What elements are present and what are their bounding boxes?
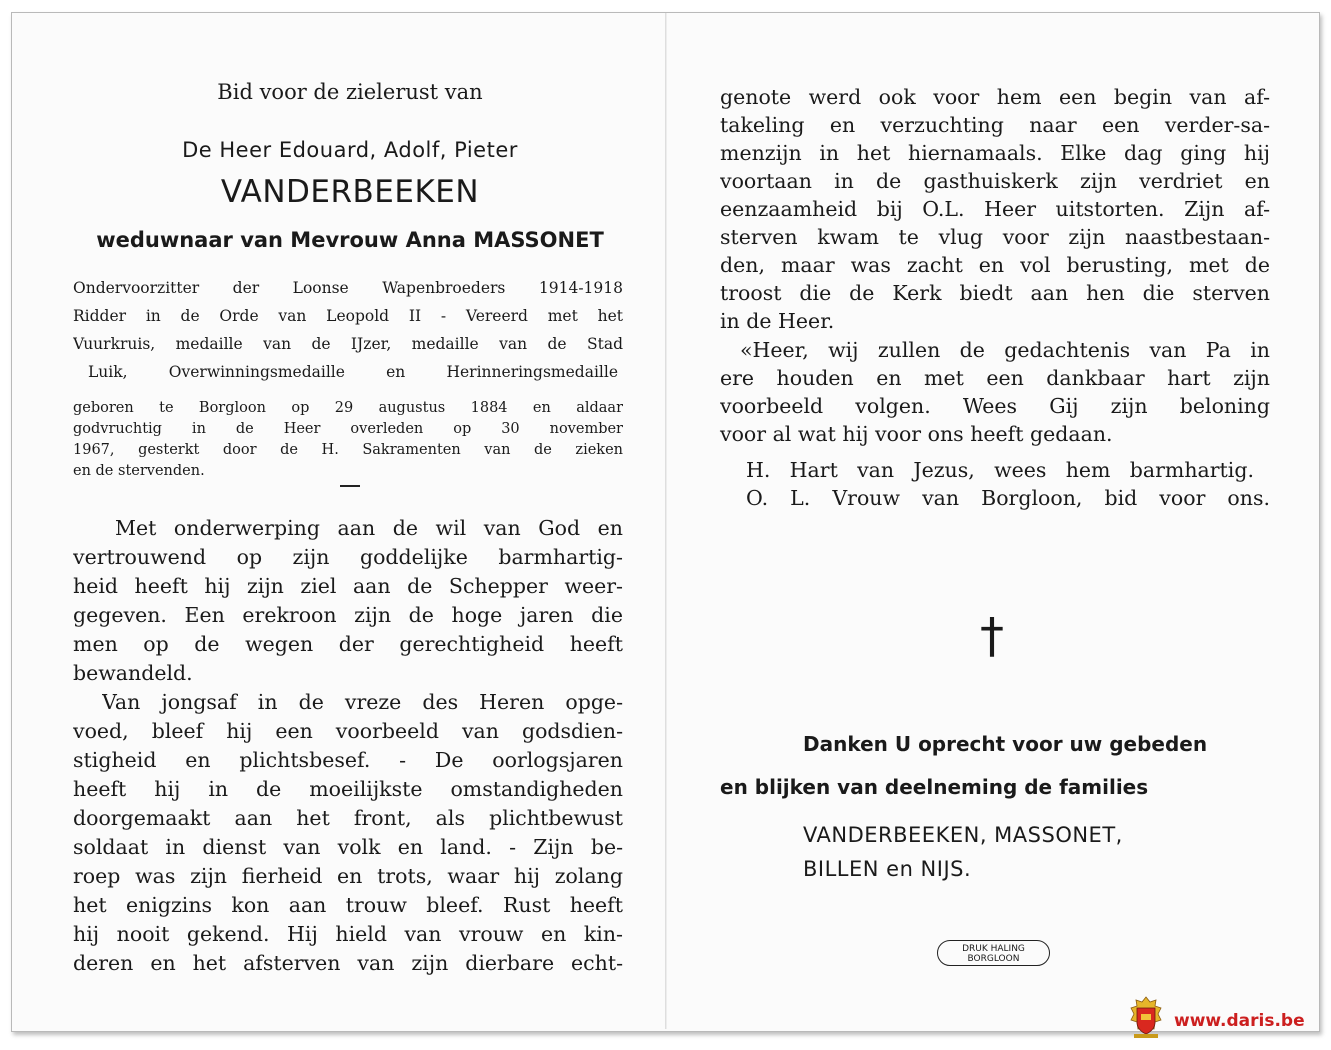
honours-line: Luik, Overwinningsmedaille en Herinneringsmedaille	[88, 363, 618, 381]
prayer-line: H. Hart van Jezus, wees hem barmhartig.	[746, 458, 1254, 482]
shield-logo-icon	[1128, 996, 1164, 1040]
birth-death-line: 1967, gesterkt door de H. Sakramenten van de zieken	[73, 442, 623, 458]
text-line: takeling en verzuchting naar een verder-sa-	[720, 113, 1270, 137]
text-line: roep was zijn fierheid en trots, waar hij zolang	[73, 864, 623, 888]
thanks-line: en blijken van deelneming de families	[720, 775, 1149, 799]
text-line: Van jongsaf in de vreze des Heren opge-	[102, 690, 623, 714]
text-line: vertrouwend op zijn goddelijke barmhartig-	[73, 545, 623, 569]
text-line: stigheid en plichtsbesef. - De oorlogsjaren	[73, 748, 623, 772]
text-line: voortaan in de gasthuiskerk zijn verdriet en	[720, 169, 1270, 193]
text-line: ere houden en met een dankbaar hart zijn	[720, 366, 1270, 390]
text-line: menzijn in het hiernamaals. Elke dag ging hij	[720, 141, 1270, 165]
birth-death-line: en de stervenden.	[73, 463, 205, 479]
cross-icon: †	[980, 608, 1004, 664]
text-line: deren en het afsterven van zijn dierbare echt-	[73, 951, 623, 975]
text-line: voorbeeld volgen. Wees Gij zijn beloning	[720, 394, 1270, 418]
card-fold-line	[665, 13, 667, 1029]
text-line: men op de wegen der gerechtigheid heeft	[73, 632, 623, 656]
text-line: genote werd ook voor hem een begin van af-	[720, 85, 1270, 109]
printer-town: BORGLOON	[967, 954, 1020, 964]
widower-line: weduwnaar van Mevrouw Anna MASSONET	[96, 228, 604, 252]
text-line: doorgemaakt aan het front, als plichtbewust	[73, 806, 623, 830]
families-line: VANDERBEEKEN, MASSONET,	[803, 823, 1123, 847]
birth-death-line: geboren te Borgloon op 29 augustus 1884 en aldaar	[73, 400, 623, 416]
text-line: het enigzins kon aan trouw bleef. Rust heeft	[73, 893, 623, 917]
honours-line: Vuurkruis, medaille van de IJzer, medaille van de Stad	[73, 335, 623, 353]
prayer-line: O. L. Vrouw van Borgloon, bid voor ons.	[746, 486, 1270, 510]
deceased-surname: VANDERBEEKEN	[220, 174, 480, 210]
text-line: sterven kwam te vlug voor zijn naastbestaan-	[720, 225, 1270, 249]
text-line: bewandeld.	[73, 661, 193, 685]
deceased-full-name: De Heer Edouard, Adolf, Pieter	[182, 138, 518, 162]
watermark-url: www.daris.be	[1174, 1011, 1305, 1031]
text-line: in de Heer.	[720, 309, 835, 333]
text-line: voor al wat hij voor ons heeft gedaan.	[720, 422, 1113, 446]
prayer-heading: Bid voor de zielerust van	[217, 80, 483, 104]
text-line: gegeven. Een erekroon zijn de hoge jaren die	[73, 603, 623, 627]
text-line: «Heer, wij zullen de gedachtenis van Pa in	[740, 338, 1270, 362]
text-line: eenzaamheid bij O.L. Heer uitstorten. Zijn af-	[720, 197, 1270, 221]
text-line: soldaat in dienst van volk en land. - Zijn be-	[73, 835, 623, 859]
printer-stamp	[937, 940, 1050, 966]
printer-name: DRUK HALING	[962, 944, 1025, 954]
text-line: heeft hij in de moeilijkste omstandigheden	[73, 777, 623, 801]
text-line: troost die de Kerk biedt aan hen die sterven	[720, 281, 1270, 305]
separator-dash	[340, 485, 360, 487]
text-line: hij nooit gekend. Hij hield van vrouw en kin-	[73, 922, 623, 946]
honours-line: Ondervoorzitter der Loonse Wapenbroeders 1914-1918	[73, 279, 623, 297]
honours-line: Ridder in de Orde van Leopold II - Vereerd met het	[73, 307, 623, 325]
families-line: BILLEN en NIJS.	[803, 857, 972, 881]
text-line: voed, bleef hij een voorbeeld van godsdien-	[73, 719, 623, 743]
thanks-line: Danken U oprecht voor uw gebeden	[803, 732, 1208, 756]
birth-death-line: godvruchtig in de Heer overleden op 30 november	[73, 421, 623, 437]
text-line: den, maar was zacht en vol berusting, met de	[720, 253, 1270, 277]
text-line: Met onderwerping aan de wil van God en	[115, 516, 623, 540]
text-line: heid heeft hij zijn ziel aan de Schepper weer-	[73, 574, 623, 598]
